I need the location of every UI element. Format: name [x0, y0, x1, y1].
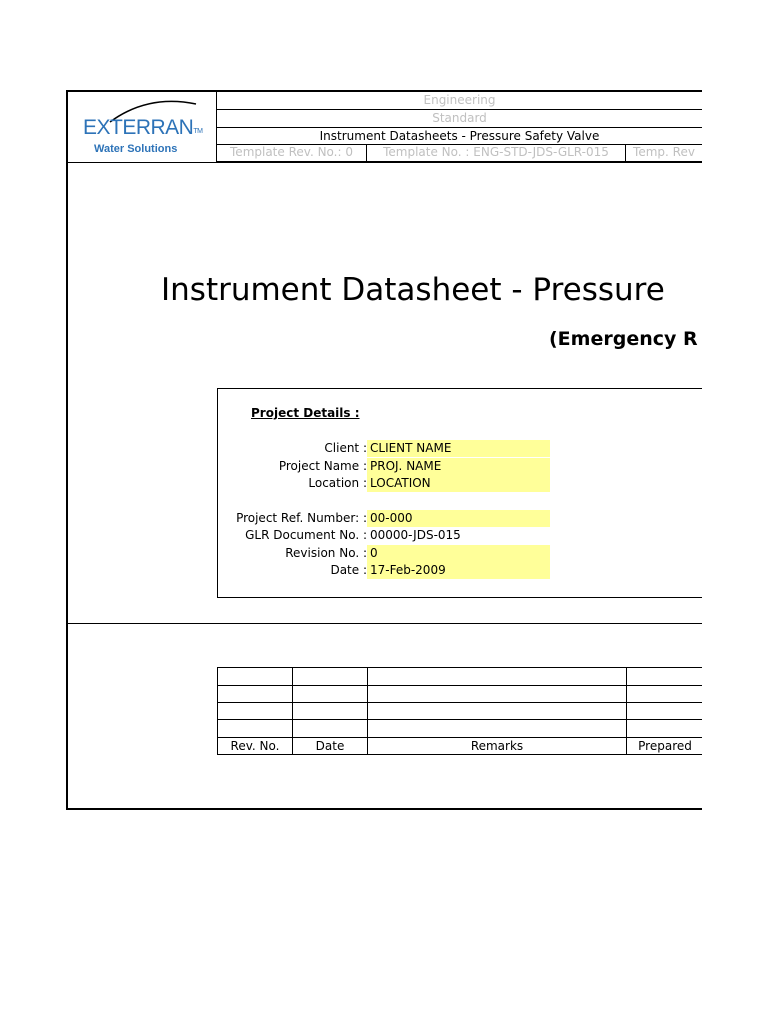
- logo: [68, 92, 217, 162]
- location-label: Location :: [308, 476, 367, 490]
- header-template-row: [217, 144, 702, 162]
- logo-trademark: TM: [193, 128, 203, 135]
- page-subtitle: (Emergency R: [549, 328, 698, 350]
- date-value: 17-Feb-2009: [367, 562, 550, 579]
- col-rev-no: Rev. No.: [230, 739, 280, 753]
- project-name-value: PROJ. NAME: [367, 458, 550, 475]
- logo-wordmark: EXTERRAN™: [83, 116, 203, 139]
- date-label: Date :: [330, 563, 367, 577]
- glr-document-value: 00000-JDS-015: [370, 528, 461, 542]
- location-value: LOCATION: [367, 475, 550, 492]
- logo-subtitle: Water Solutions: [94, 143, 178, 155]
- col-prepared: Prepared: [638, 739, 692, 753]
- col-remarks: Remarks: [470, 739, 524, 753]
- section-separator: [68, 623, 702, 624]
- project-name-label: Project Name :: [278, 459, 367, 473]
- table-row: [218, 720, 702, 738]
- client-label: Client :: [324, 441, 367, 455]
- header-row-engineering: Engineering: [217, 92, 702, 110]
- revision-table: [217, 667, 702, 755]
- project-ref-label: Project Ref. Number: :: [236, 511, 367, 525]
- datasheet-page: [66, 90, 702, 810]
- table-row: [218, 668, 702, 686]
- client-value: CLIENT NAME: [367, 440, 550, 457]
- revision-no-label: Revision No. :: [285, 546, 367, 560]
- project-details-heading: Project Details :: [251, 406, 360, 420]
- table-row: [218, 685, 702, 703]
- template-no-cell: Template No. : ENG-STD-JDS-GLR-015: [367, 144, 626, 161]
- glr-document-label: GLR Document No. :: [245, 528, 367, 542]
- temp-rev-cell: Temp. Rev: [633, 145, 695, 159]
- header-divider: [68, 162, 702, 163]
- project-ref-value: 00-000: [367, 510, 550, 527]
- page-title: Instrument Datasheet - Pressure: [161, 272, 665, 308]
- revision-no-value: 0: [367, 545, 550, 562]
- header-row-standard: Standard: [217, 110, 702, 128]
- table-row: [218, 702, 702, 720]
- project-details-box: [217, 388, 702, 598]
- header-row-document-title: Instrument Datasheets - Pressure Safety Valve: [217, 128, 702, 145]
- template-rev-cell: Template Rev. No.: 0: [217, 144, 367, 161]
- col-date: Date: [315, 739, 345, 753]
